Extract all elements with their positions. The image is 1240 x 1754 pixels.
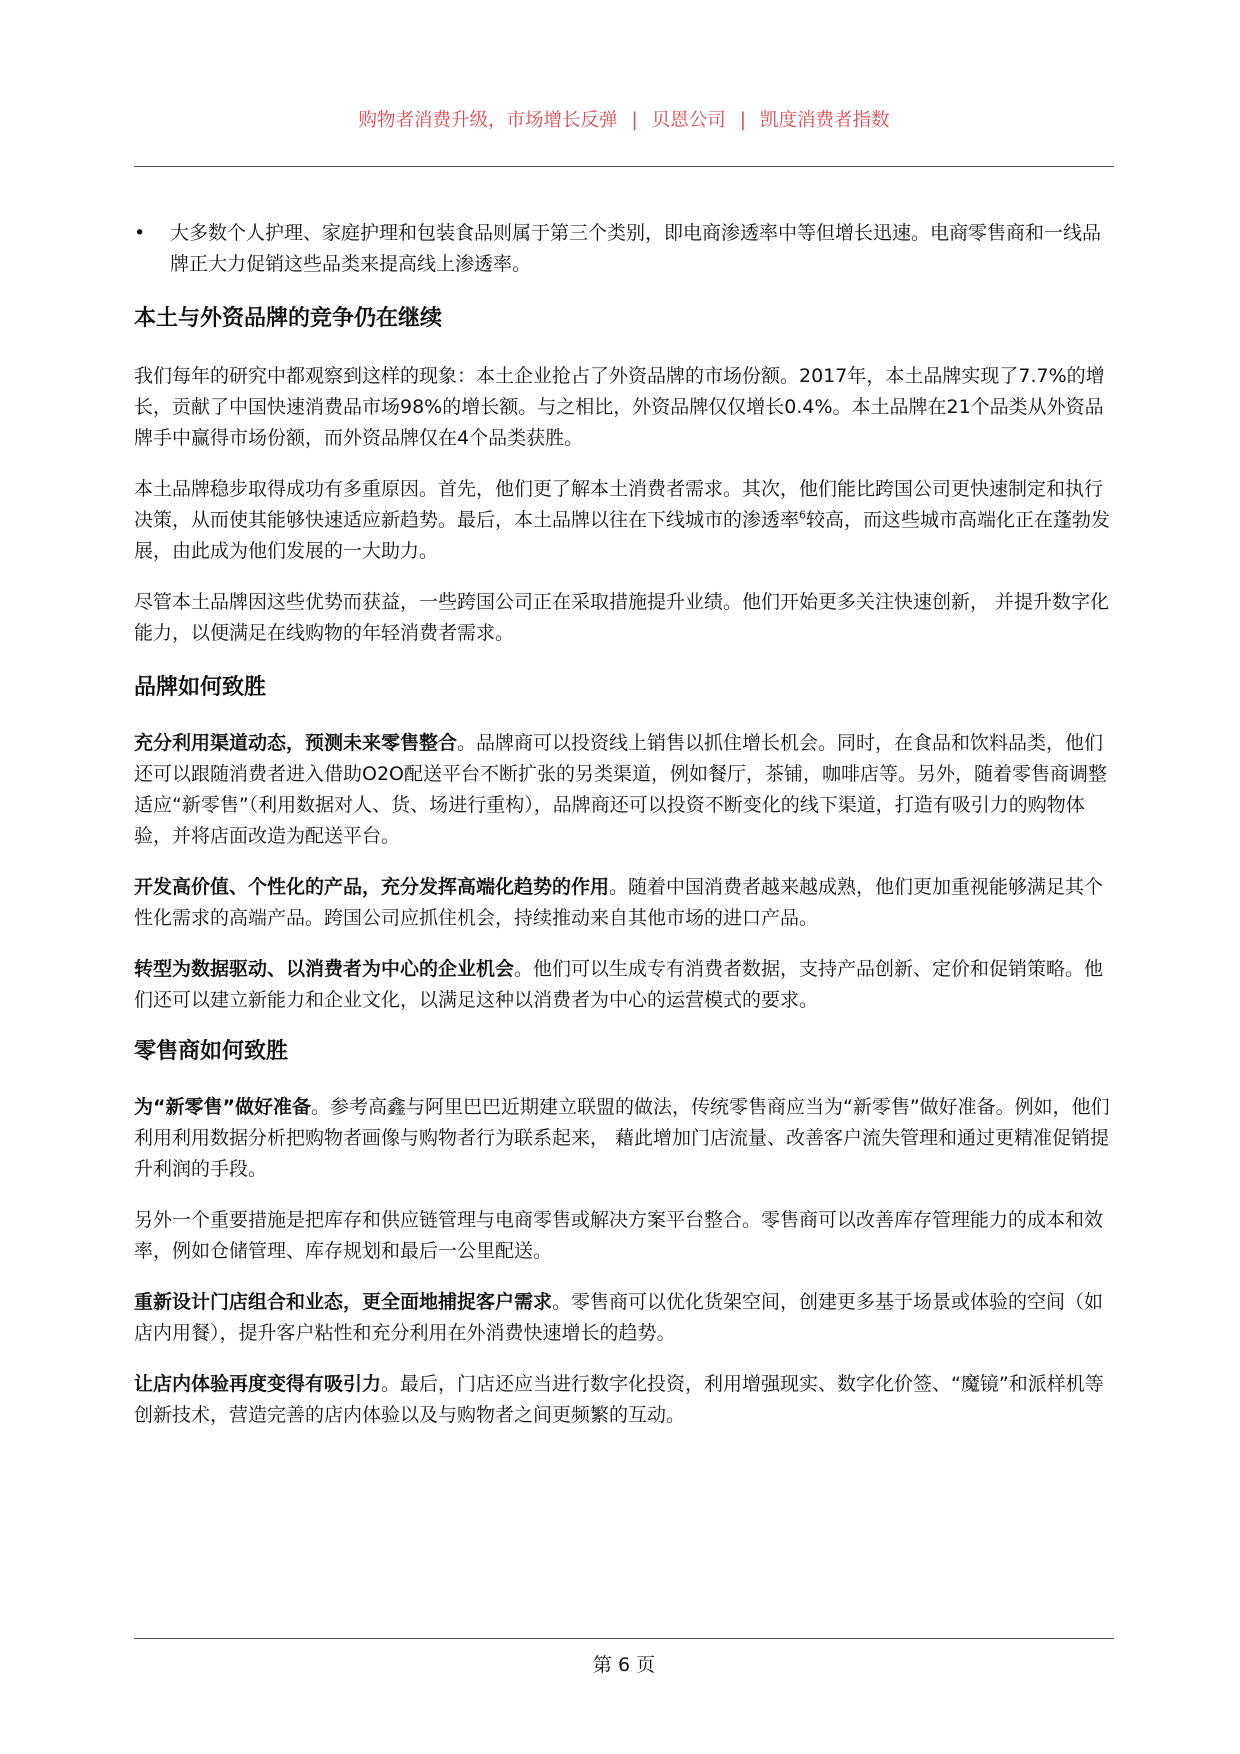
section-heading-brands: 品牌如何致胜 — [134, 675, 267, 700]
paragraph-mnc-response: 尽管本土品牌因这些优势而获益，一些跨国公司正在采取措施提升业绩。他们开始更多关注快速创新， 并提升数字化能力，以便满足在线购物的年轻消费者需求。 — [134, 591, 1110, 644]
header-separator: | — [631, 110, 638, 131]
paragraph-premium-products: 开发高价值、个性化的产品，充分发挥高端化趋势的作用。随着中国消费者越来越成熟，他们更加重视能够满足其个性化需求的高端产品。跨国公司应抓住机会，持续推动来自其他市场的进口产品。 — [134, 876, 1104, 929]
section-heading-retailers: 零售商如何致胜 — [134, 1039, 289, 1064]
header-company-kantar: 凯度消费者指数 — [759, 110, 890, 131]
paragraph-data-driven: 转型为数据驱动、以消费者为中心的企业机会。他们可以生成专有消费者数据，支持产品创新、定价和促销策略。他们还可以建立新能力和企业文化，以满足这种以消费者为中心的运营模式的要求。 — [134, 958, 1104, 1011]
footer-divider — [134, 1638, 1114, 1639]
paragraph-market-share: 我们每年的研究中都观察到这样的现象：本土企业抢占了外资品牌的市场份额。2017年，本土品牌实现了7.7%的增长，贡献了中国快速消费品市场98%的增长额。与之相比，外资品牌仅仅增长0.4%。本土品牌在21个品类从外资品牌手中赢得市场份额，而外资品牌仅在4个品类获胜。 — [134, 365, 1105, 449]
running-header — [134, 106, 1114, 136]
paragraph-new-retail: 为“新零售”做好准备。参考高鑫与阿里巴巴近期建立联盟的做法，传统零售商应当为“新零售”做好准备。例如，他们利用利用数据分析把购物者画像与购物者行为联系起来， 藉此增加门店流量、改善客户流失管理和通过更精准促销提升利润的手段。 — [134, 1096, 1110, 1180]
paragraph-supply-chain: 另外一个重要措施是把库存和供应链管理与电商零售或解决方案平台整合。零售商可以改善库存管理能力的成本和效率，例如仓储管理、库存规划和最后一公里配送。 — [134, 1209, 1104, 1262]
bullet-text: 大多数个人护理、家庭护理和包装食品则属于第三个类别，即电商渗透率中等但增长迅速。电商零售商和一线品牌正大力促销这些品类来提高线上渗透率。 — [170, 222, 1102, 275]
header-divider — [134, 166, 1114, 167]
bullet-dot-icon: • — [134, 222, 146, 244]
section-heading-competition: 本土与外资品牌的竞争仍在继续 — [134, 306, 443, 331]
header-separator: | — [739, 110, 746, 131]
paragraph-success-reasons: 本土品牌稳步取得成功有多重原因。首先，他们更了解本土消费者需求。其次，他们能比跨国公司更快速制定和执行决策，从而使其能够快速适应新趋势。最后，本土品牌以往在下线城市的渗透率$^6$较高，而这些城市高端化正在蓬勃发展，由此成为他们发展的一大助力。 — [134, 478, 1111, 562]
page-number: 第 6 页 — [592, 1654, 656, 1676]
paragraph-channel-dynamics: 充分利用渠道动态，预测未来零售整合。品牌商可以投资线上销售以抓住增长机会。同时，在食品和饮料品类，他们还可以跟随消费者进入借助O2O配送平台不断扩张的另类渠道，例如餐厅，茶铺，咖啡店等。另外，随着零售商调整适应“新零售”（利用数据对人、货、场进行重构），品牌商还可以投资不断变化的线下渠道，打造有吸引力的购物体验，并将店面改造为配送平台。 — [134, 732, 1108, 847]
page-body — [134, 218, 1114, 1431]
header-company-bain: 贝恩公司 — [651, 110, 726, 131]
bullet-item — [134, 218, 1114, 280]
footnote-marker: 6 — [799, 508, 807, 522]
paragraph-in-store-experience: 让店内体验再度变得有吸引力。最后，门店还应当进行数字化投资，利用增强现实、数字化价签、“魔镜”和派样机等创新技术，营造完善的店内体验以及与购物者之间更频繁的互动。 — [134, 1373, 1104, 1426]
header-report-title: 购物者消费升级，市场增长反弹 — [358, 110, 618, 131]
paragraph-store-redesign: 重新设计门店组合和业态，更全面地捕捉客户需求。零售商可以优化货架空间，创建更多基于场景或体验的空间（如店内用餐），提升客户粘性和充分利用在外消费快速增长的趋势。 — [134, 1291, 1104, 1344]
